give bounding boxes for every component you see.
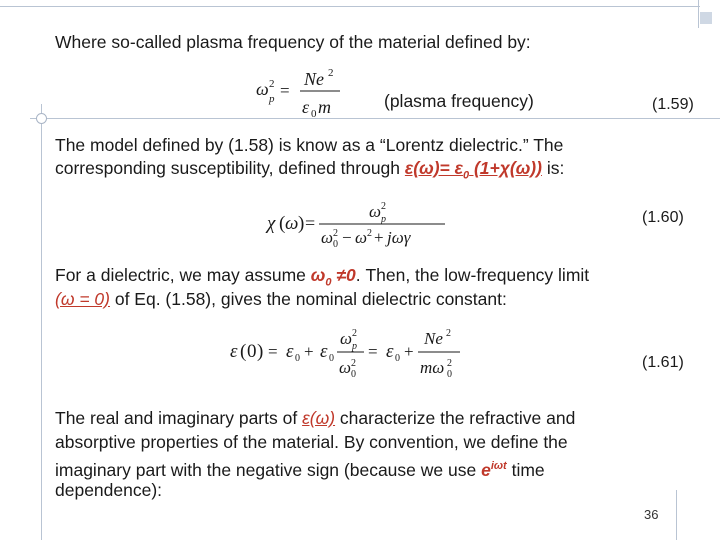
divider-bullet-icon (36, 113, 47, 124)
corner-square (700, 12, 712, 24)
svg-text:=: = (305, 213, 316, 233)
svg-text:2: 2 (446, 328, 451, 339)
paragraph-lorentz-line-2-prefix: corresponding susceptibility, defined through (55, 158, 405, 178)
equation-number-1-60: (1.60) (642, 209, 684, 226)
paragraph-real-imag-line-3-suffix: time (506, 459, 545, 480)
svg-text:p: p (352, 341, 357, 352)
svg-text:0: 0 (395, 353, 400, 364)
svg-text:0: 0 (295, 353, 300, 364)
svg-text:−: − (342, 228, 352, 247)
svg-text:2: 2 (352, 328, 357, 339)
top-rule (0, 6, 700, 7)
svg-text:): ) (257, 341, 264, 362)
svg-text:): ) (298, 213, 305, 234)
time-dependence-term: $e^{i\omega t}$ (481, 459, 507, 480)
paragraph-dielectric-line-1-prefix: For a dielectric, we may assume (55, 265, 311, 285)
svg-text:ε: ε (286, 341, 294, 362)
paragraph-plasma-intro: Where so-called plasma frequency of the material defined by: (55, 32, 531, 52)
svg-text:ε: ε (386, 341, 394, 362)
svg-text:mω: mω (420, 358, 445, 377)
svg-text:p: p (269, 93, 275, 105)
paragraph-lorentz-line-1: The model defined by (1.58) is know as a “Lorentz dielectric.” The (55, 135, 564, 155)
svg-text:(: ( (279, 213, 286, 234)
svg-text:Ne: Ne (424, 329, 443, 348)
omega-zero-assumption: $\omega_0 \ne 0$ (310, 265, 356, 289)
svg-text:ω: ω (285, 213, 299, 234)
divider-rule (30, 118, 720, 119)
svg-text:+: + (404, 342, 414, 361)
paragraph-dielectric-line-2 (55, 287, 507, 311)
paragraph-real-imag-line-4: dependence): (55, 480, 163, 500)
svg-text:ε: ε (230, 341, 238, 362)
svg-text:jωγ: jωγ (387, 228, 411, 247)
bottom-right-rule (676, 490, 677, 540)
svg-text:2: 2 (447, 358, 452, 369)
svg-text:2: 2 (381, 201, 386, 212)
equation-1-59 (252, 66, 370, 118)
svg-text:(: ( (240, 341, 247, 362)
svg-text:0: 0 (311, 108, 317, 118)
low-frequency-condition: (ω = 0) (55, 289, 110, 309)
paragraph-dielectric-line-1-suffix: . Then, the low-frequency limit (355, 265, 590, 285)
svg-text:m: m (318, 97, 331, 117)
svg-text:0: 0 (329, 353, 334, 364)
svg-text:=: = (368, 342, 378, 361)
equation-1-60 (265, 198, 455, 250)
svg-text:2: 2 (269, 78, 275, 90)
svg-text:2: 2 (328, 67, 334, 79)
svg-text:p: p (381, 214, 386, 225)
svg-text:ω: ω (256, 79, 269, 99)
svg-text:ε: ε (302, 97, 310, 117)
svg-text:0: 0 (333, 239, 338, 250)
svg-text:ε: ε (320, 341, 328, 362)
paragraph-real-imag-line-3-prefix: imaginary part with the negative sign (because we use (55, 459, 482, 480)
paragraph-real-imag-line-2: absorptive properties of the material. By convention, we define the (55, 432, 568, 452)
paragraph-real-imag-line-1 (55, 406, 575, 430)
svg-text:0: 0 (247, 341, 257, 362)
svg-text:ω: ω (339, 358, 352, 377)
susceptibility-definition: $\varepsilon(\omega)= \varepsilon_0$ (1+χ(ω)) (404, 158, 542, 182)
paragraph-real-imag-line-1-suffix: characterize the refractive and (335, 408, 576, 428)
svg-text:ω: ω (321, 228, 334, 247)
paragraph-lorentz-line-2-suffix: is: (541, 158, 565, 178)
svg-text:Ne: Ne (304, 69, 324, 89)
svg-text:ω: ω (369, 202, 382, 221)
svg-text:2: 2 (351, 358, 356, 369)
svg-text:2: 2 (333, 228, 338, 239)
svg-text:+: + (304, 342, 314, 361)
equation-1-61 (228, 324, 468, 382)
epsilon-omega-term: ε(ω) (302, 408, 336, 428)
svg-text:2: 2 (367, 228, 372, 239)
svg-text:χ: χ (267, 213, 276, 234)
right-rule (698, 0, 699, 28)
equation-number-1-61: (1.61) (642, 354, 684, 371)
svg-text:+: + (374, 228, 384, 247)
left-rule (41, 104, 42, 540)
paragraph-dielectric-line-2-suffix: of Eq. (1.58), gives the nominal dielectric constant: (109, 289, 507, 309)
svg-text:0: 0 (351, 369, 356, 380)
page-number: 36 (644, 507, 659, 522)
paragraph-lorentz-line-2 (55, 156, 564, 188)
svg-text:=: = (268, 342, 278, 361)
equation-number-1-59: (1.59) (652, 96, 694, 113)
svg-text:ω: ω (355, 228, 368, 247)
svg-text:0: 0 (447, 369, 452, 380)
plasma-frequency-note: (plasma frequency) (384, 91, 534, 111)
svg-text:ω: ω (340, 329, 353, 348)
paragraph-real-imag-line-1-prefix: The real and imaginary parts of (55, 408, 303, 428)
svg-text:=: = (280, 81, 290, 100)
